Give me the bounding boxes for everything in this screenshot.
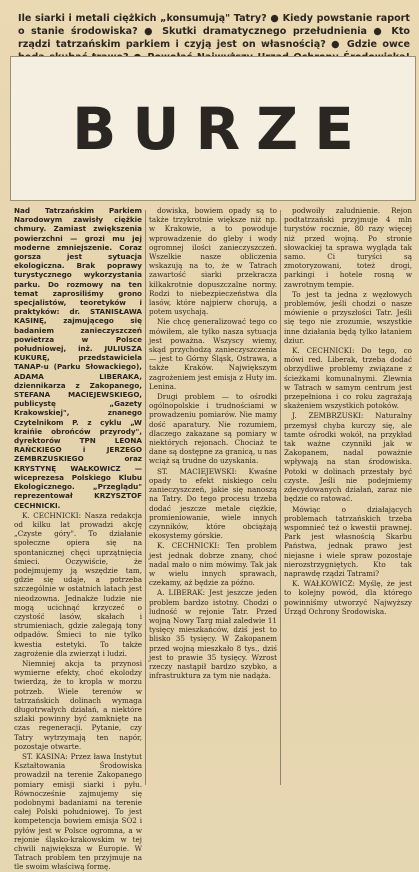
column-1 (14, 206, 142, 872)
paragraph: ST. MACIEJEWSKI: Kwaśne opady to efekt niskiego celu zanieczyszczeń, jakie się nanoszą na Tatry. Do tego procesu trzeba dodać jeszcze metale ciężkie, promieniowanie, wiele innych czynników, które obciążają ekosystemy górskie. (149, 466, 277, 541)
paragraph: Nie chcę generalizować tego co mówiłem, ale tylko nasza sytuacja jest poważna. Wszyscy wiemy, skąd przychodzą zanieczyszczenia — jest to Górny Śląsk, Ostrawa, a także Kraków. Największym zagrożeniem jest emisja z Huty im. Lenina. (149, 317, 277, 391)
paragraph: dowiska, bowiem opady są to także trzykrotnie większe niż np. w Krakowie, a to powoduje wprowadzenie do gleby i wody ogromnej ilości zanieczyszczeń. Wszelkie nasze obliczenia wskazują na to, że w Tatrach zawartość siarki przekracza kilkakrotnie dopuszczalne normy. Rodzi to niebezpieczeństwa dla lasów, które najpierw chorują, a potem usychają. (149, 206, 277, 317)
article-title: BURZE (72, 94, 370, 163)
paragraph: K. WAŁKOWICZ: Myślę, że jest to kolejny powód, dla którego powinniśmy utworzyć Najwyższy Urząd Ochrony Środowiska. (284, 579, 412, 616)
paragraph: Mówiąc o działających problemach tatrzańskich trzeba wspomnieć też o kwestii prawnej. Park jest własnością Skarbu Państwa, jednak prawo jest niejasne i wiele spraw pozostaje nierozstrzygniętych. Kto tak naprawdę rządzi Tatrami? (284, 504, 412, 578)
paragraph: ST. KASINA: Przez ława Instytut Kształtowania Środowiska prowadził na terenie Zakopanego pomiary emisji siarki i pyłu. Równocześnie zajmujemy się podobnymi badaniami na terenie całej Polski południowej. To jest kompetencja bowiem emisja SO2 i pyłów jest w Polsce ogromna, a w rejonie śląsko-krakowskim w tej chwili największa w Europie. W Tatrach problem ten przyjmuje na tle swoim właściwą formę. (14, 751, 142, 872)
title-banner (10, 56, 416, 201)
intro-teaser: Ile siarki i metali ciężkich „konsumują" Tatry? ● Kiedy powstanie raport o stanie środowiska? ● Skutki dramatycznego przełudnienia ● Kto rządzi tatrzańskim parkiem i czyją jest on własnością? ● Gdzie owce (18, 13, 410, 50)
paragraph: podwoiły zaludnienie. Rejon podtatrzański przyjmuje 4 mln turystów rocznie, 80 razy więcej niż przed wojną. Po stronie słowackiej ta sprawa wygląda tak samo. Ci turyści są zmotoryzowani, toteż drogi, parkingi i hotele rosną w zawrotnym tempie. (284, 206, 412, 289)
column-2 (149, 206, 277, 786)
column-3 (284, 206, 412, 786)
paragraph: K. CECHNICKI: Do tego, co mówi red. Liberak, trzeba dodać obrzydliwe problemy związane z ścieżkami komunalnymi. Zlewnia w Tatrach w samym centrum jest przepełniona i co roku zagrażają skażeniem wszystkich potoków. (284, 346, 412, 411)
paragraph: To jest ta jedna z węzłowych problemów, jeśli chodzi o nasze mówienie o przyszłości Tatr. Jeśli się tego nie zrozumie, wszystkie inne działania będą tylko łataniem dziur. (284, 289, 412, 345)
column-divider (280, 210, 281, 785)
paragraph: K. CECHNICKI: Ten problem jest jednak dobrze znany, choć nadal mało o nim mówimy. Tak jak w wielu innych sprawach, czekamy, aż będzie za późno. (149, 541, 277, 588)
paragraph: A. LIBERAK: Jest jeszcze jeden problem bardzo istotny. Chodzi o ludność w rejonie Tatr. Przed wojną Nowy Targ miał zaledwie 11 tysięcy mieszkańców, dziś jest to blisko 35 tysięcy. W Zakopanem przed wojną mieszkało 8 tys., dziś jest to prawie 35 tysięcy. Wzrost rzeczy nastąpił bardzo szybko, a infrastruktura za tym nie nadąża. (149, 588, 277, 681)
paragraph: J. ZEMBRZUSKI: Naturalny przemysł chyba kurczy się, ale tamte ośrodki wokół, na przykład tak ważne czynniki jak w Zakopanem, nadal poważnie wpływają na stan środowiska. Potoki w dolinach przestały być czyste. Jeśli nie podejmiemy zdecydowanych działań, zaraz nie będzie co ratować. (284, 411, 412, 504)
paragraph: Drugi problem — to ośrodki ogólnopolskie i trudnościami w prowadzeniu pomiarów. Nie mamy dość aparatury. Nie rozumiem, dlaczego zakazane są pomiary w niektórych rejonach. Chociaż te dane są dostępne za granicą, u nas wciąż są trudne do uzyskania. (149, 392, 277, 466)
paragraph: Niemniej akcja ta przynosi wymierne efekty, choć ekolodzy twierdzą, że to kropla w morzu potrzeb. Wiele terenów w tatrzańskich dolinach wymaga długotrwałych działań, a niektóre szlaki powinny być zamknięte na czas regeneracji. Pytanie, czy Tatry wytrzymają ten napór, pozostaje otwarte. (14, 658, 142, 751)
paragraph: K. CECHNICKI: Nasza redakcja od kilku lat prowadzi akcję „Czyste góry". To działanie społeczne opiera się na spontanicznej chęci uprzątnięcia śmieci. Oczywiście, że podejmujemy ją wszędzie tam, gdzie się udaje, a potrzeba szczególnie w ostatnich latach jest nieodzowna. Jednakże ludzie nie mogą ucichnąć krzyczeć o czystość lasów, skałach i strumieniach, gdzie zalegają tony odpadów. Śmieci to nie tylko kwestia estetyki. To także zagrożenie dla zwierząt i ludzi. (14, 510, 142, 658)
lead-paragraph: Nad Tatrzańskim Parkiem Narodowym zawisły ciężkie chmury. Zamiast zwiększenia powierzchni — grozi mu jej moderne zmniejszenie. Coraz gorsza jest sytuacja ekologiczna. Brak poprawy turystycznego wykorzystania parku. Do rozmowy na ten temat zaprosiliśmy grono specjalistów, teoretyków i praktyków: dr. STANISŁAWA KASINĘ, zajmującego się badaniem zanieczyszczeń powietrza w Polsce południowej, inż. JULIUSZA KUKURĘ, przedstawiciela TANAP-u (Parku Słowackiego), ADAMA LIBERAKA, dziennikarza z Zakopanego, STEFANA MACIEJEWSKIEGO, publicystę „Gazety Krakowskiej", znanego Czytelnikom P. z cyklu „W kraińie obrońców przyrody", dyrektorów TPN LEONA RAŃCKIEGO i JERZEGO ZEMBRZUSKIEGO oraz KRYSTYNĘ WAŁKOWICZ — wiceprezesa Polskiego Klubu Ekologicznego. „Przeglądu" reprezentował KRZYSZTOF CECHNICKI. (14, 206, 142, 510)
column-divider (145, 210, 146, 785)
